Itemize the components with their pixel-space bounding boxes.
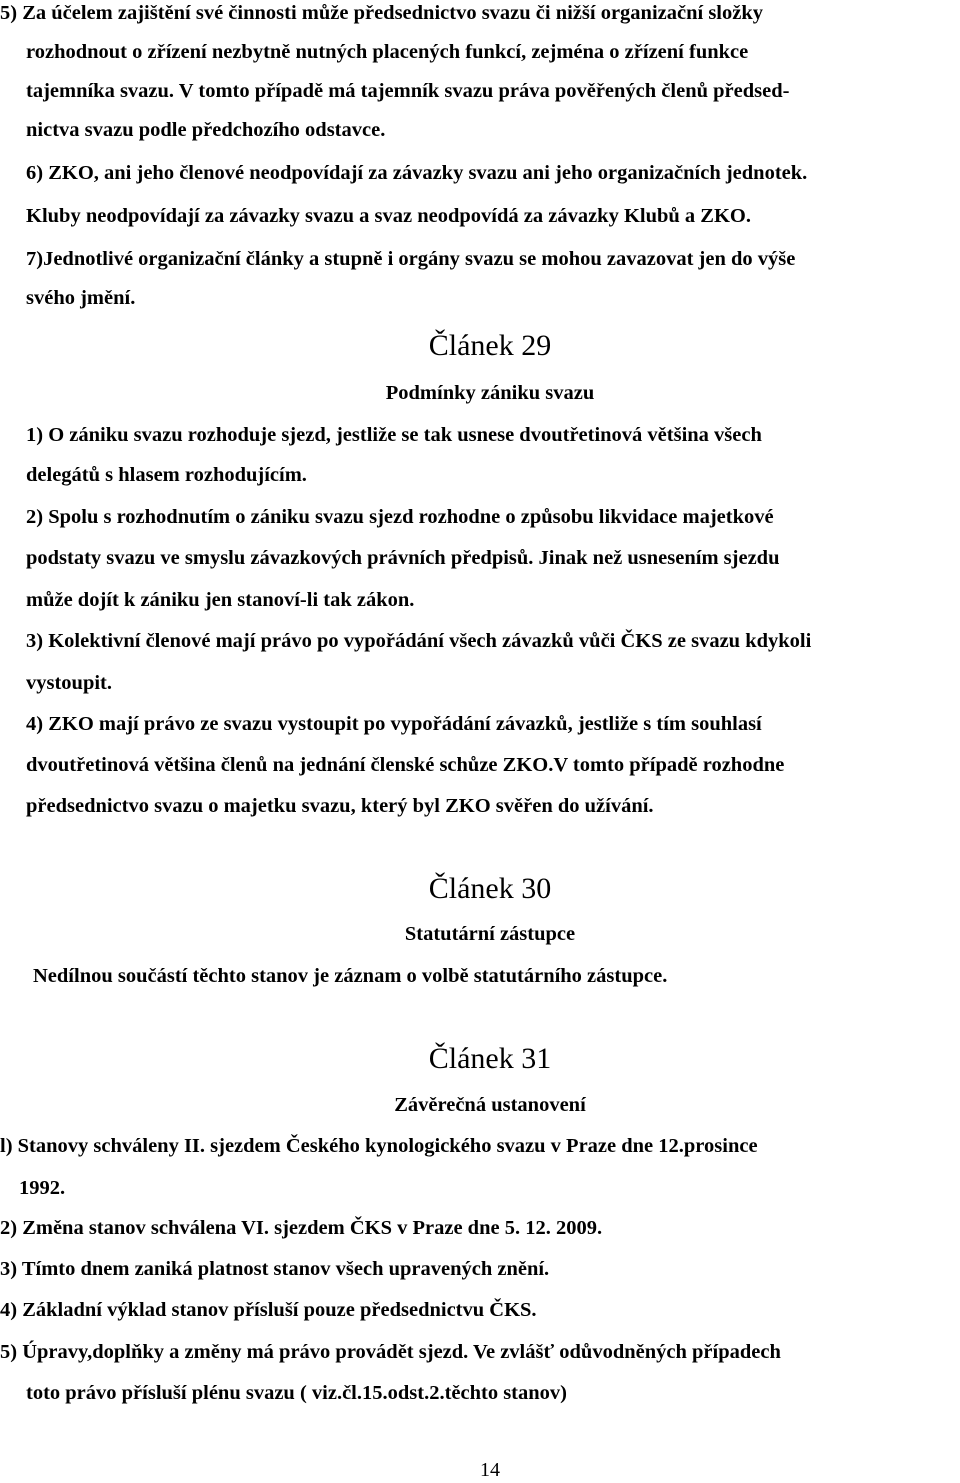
paragraph-line: dvoutřetinová většina členů na jednání členské schůze ZKO.V tomto případě rozhodne [26,754,785,776]
paragraph-line: podstaty svazu ve smyslu závazkových právních předpisů. Jinak než usnesením sjezdu [26,547,780,569]
paragraph-line: 2) Spolu s rozhodnutím o zániku svazu sjezd rozhodne o způsobu likvidace majetkové [26,506,774,528]
paragraph-line: 2) Změna stanov schválena VI. sjezdem ČKS v Praze dne 5. 12. 2009. [0,1217,603,1239]
article-heading: Článek 30 [428,872,552,905]
page-number: 14 [480,1459,500,1481]
article-heading: Článek 29 [428,329,552,362]
paragraph-line: předsednictvo svazu o majetku svazu, který byl ZKO svěřen do užívání. [26,795,654,817]
paragraph-line: Nedílnou součástí těchto stanov je záznam o volbě statutárního zástupce. [33,965,668,987]
paragraph-line: 1) O zániku svazu rozhoduje sjezd, jestliže se tak usnese dvoutřetinová většina všech [26,424,762,446]
paragraph-line: 5) Úpravy,doplňky a změny má právo provádět sjezd. Ve zvlášť odůvodněných případech [0,1341,781,1363]
paragraph-line: 6) ZKO, ani jeho členové neodpovídají za závazky svazu ani jeho organizačních jednotek. [26,162,808,184]
paragraph-line: nictva svazu podle předchozího odstavce. [26,119,386,141]
paragraph-line: 7)Jednotlivé organizační články a stupně i orgány svazu se mohou zavazovat jen do výše [26,248,796,270]
paragraph-line: rozhodnout o zřízení nezbytně nutných placených funkcí, zejména o zřízení funkce [26,41,749,63]
paragraph-line: tajemníka svazu. V tomto případě má tajemník svazu práva pověřených členů předsed- [26,80,790,102]
article-subtitle: Závěrečná ustanovení [394,1094,586,1116]
article-subtitle: Podmínky zániku svazu [385,382,595,404]
paragraph-line: Kluby neodpovídají za závazky svazu a svaz neodpovídá za závazky Klubů a ZKO. [26,205,751,227]
paragraph-line: 3) Tímto dnem zaniká platnost stanov všech upravených znění. [0,1258,550,1280]
paragraph-line: 1992. [19,1177,66,1199]
paragraph-line: svého jmění. [26,287,136,309]
paragraph-line: delegátů s hlasem rozhodujícím. [26,464,307,486]
paragraph-line: 3) Kolektivní členové mají právo po vypořádání všech závazků vůči ČKS ze svazu kdykoli [26,630,812,652]
paragraph-line: může dojít k zániku jen stanoví-li tak zákon. [26,589,415,611]
paragraph-line: l) Stanovy schváleny II. sjezdem Českého kynologického svazu v Praze dne 12.prosince [0,1135,758,1157]
paragraph-line: 5) Za účelem zajištění své činnosti může předsednictvo svazu či nižší organizační složky [0,2,763,24]
paragraph-line: 4) ZKO mají právo ze svazu vystoupit po vypořádání závazků, jestliže s tím souhlasí [26,713,762,735]
article-subtitle: Statutární zástupce [404,923,576,945]
paragraph-line: vystoupit. [26,672,113,694]
paragraph-line: 4) Základní výklad stanov přísluší pouze předsednictvu ČKS. [0,1299,537,1321]
paragraph-line: toto právo přísluší plénu svazu ( viz.čl.15.odst.2.těchto stanov) [26,1382,567,1404]
article-heading: Článek 31 [428,1042,552,1075]
